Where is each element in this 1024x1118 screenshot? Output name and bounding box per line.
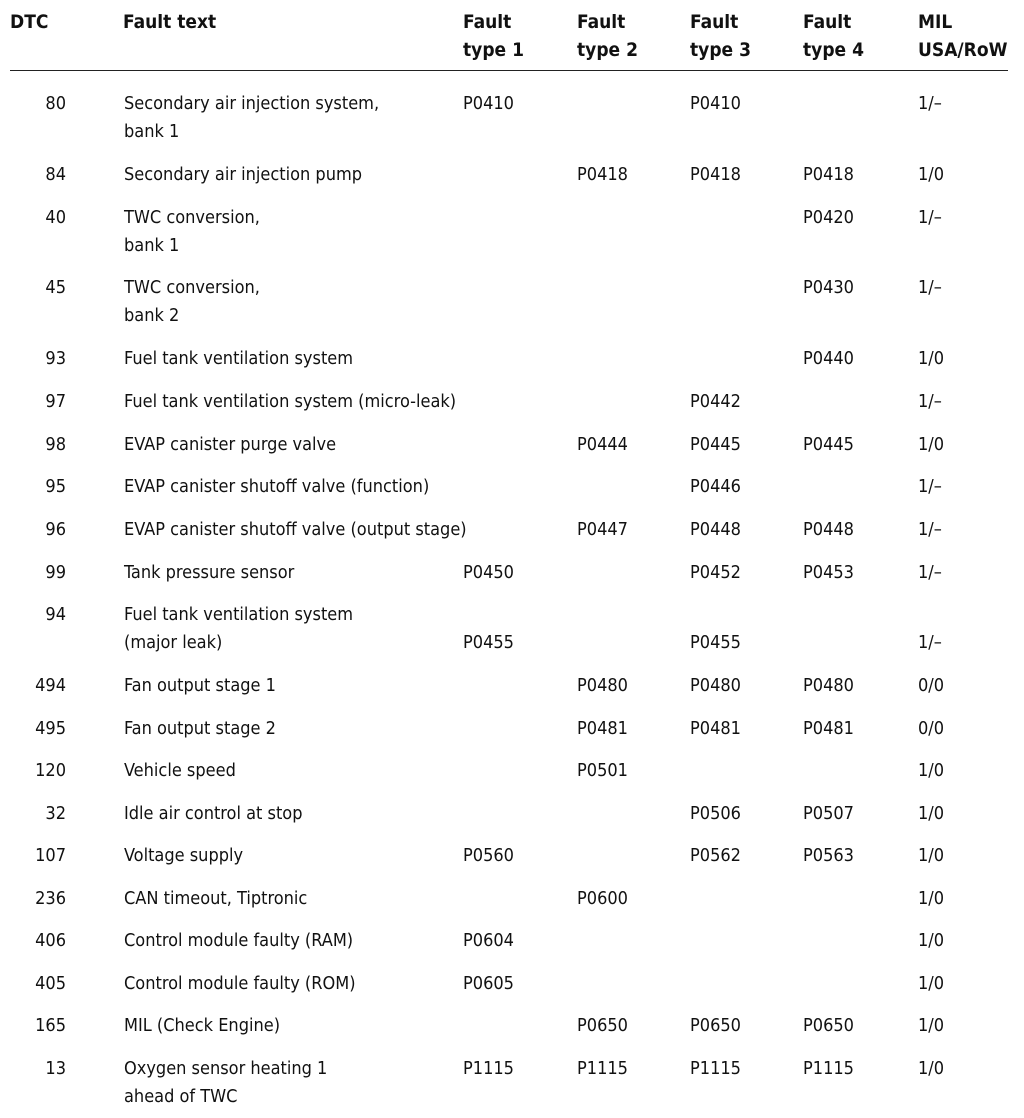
fault-type-4-cell: P0507 — [803, 803, 854, 824]
fault-type-3-cell: P0650 — [690, 1015, 741, 1036]
mil-cell: 1/0 — [918, 930, 945, 951]
fault-type-1-cell: P0455 — [463, 632, 514, 653]
fault-text-cell: Vehicle speed — [124, 760, 236, 781]
table-header — [0, 8, 1024, 70]
dtc-cell: 97 — [45, 391, 66, 412]
dtc-cell: 80 — [45, 93, 66, 114]
header-fault-text: Fault text — [123, 11, 217, 33]
fault-text-cell: Secondary air injection pump — [124, 164, 363, 185]
mil-cell: 1/0 — [918, 803, 945, 824]
mil-cell: 1/0 — [918, 164, 945, 185]
fault-text-cell: Fuel tank ventilation system (major leak) — [124, 604, 354, 653]
fault-text-cell: CAN timeout, Tiptronic — [124, 888, 308, 909]
dtc-cell: 165 — [35, 1015, 66, 1036]
mil-cell: 1/0 — [918, 1058, 945, 1079]
mil-cell: 1/– — [918, 93, 942, 114]
dtc-cell: 120 — [35, 760, 66, 781]
fault-type-3-cell: P0445 — [690, 434, 741, 455]
header-mil: MIL USA/RoW — [918, 11, 1008, 61]
fault-type-4-cell: P0430 — [803, 277, 854, 298]
mil-cell: 1/– — [918, 207, 942, 228]
dtc-cell: 96 — [45, 519, 66, 540]
fault-text-cell: Control module faulty (RAM) — [124, 930, 354, 951]
dtc-cell: 405 — [35, 973, 66, 994]
fault-type-3-cell: P0506 — [690, 803, 741, 824]
fault-type-2-cell: P1115 — [577, 1058, 628, 1079]
fault-type-3-cell: P0480 — [690, 675, 741, 696]
fault-type-3-cell: P0455 — [690, 632, 741, 653]
fault-text-cell: Idle air control at stop — [124, 803, 303, 824]
dtc-cell: 84 — [45, 164, 66, 185]
dtc-cell: 95 — [45, 476, 66, 497]
fault-type-2-cell: P0501 — [577, 760, 628, 781]
dtc-cell: 107 — [35, 845, 66, 866]
fault-text-cell: Oxygen sensor heating 1 ahead of TWC — [124, 1058, 328, 1107]
dtc-cell: 495 — [35, 718, 66, 739]
fault-type-3-cell: P0442 — [690, 391, 741, 412]
dtc-cell: 99 — [45, 562, 66, 583]
fault-type-1-cell: P0604 — [463, 930, 514, 951]
mil-cell: 1/– — [918, 562, 942, 583]
fault-type-2-cell: P0600 — [577, 888, 628, 909]
fault-text-cell: TWC conversion, bank 1 — [124, 207, 260, 256]
fault-text-cell: Voltage supply — [124, 845, 244, 866]
dtc-cell: 13 — [45, 1058, 66, 1079]
fault-text-cell: Secondary air injection system, bank 1 — [124, 93, 380, 142]
dtc-cell: 93 — [45, 348, 66, 369]
fault-type-2-cell: P0418 — [577, 164, 628, 185]
fault-type-2-cell: P0480 — [577, 675, 628, 696]
fault-type-4-cell: P0563 — [803, 845, 854, 866]
mil-cell: 1/0 — [918, 760, 945, 781]
fault-type-3-cell: P0418 — [690, 164, 741, 185]
mil-cell: 1/– — [918, 519, 942, 540]
header-fault-type-1: Fault type 1 — [463, 11, 524, 61]
fault-type-2-cell: P0481 — [577, 718, 628, 739]
fault-type-4-cell: P0480 — [803, 675, 854, 696]
fault-text-cell: EVAP canister shutoff valve (function) — [124, 476, 430, 497]
fault-type-4-cell: P0650 — [803, 1015, 854, 1036]
fault-type-4-cell: P0445 — [803, 434, 854, 455]
fault-type-3-cell: P0452 — [690, 562, 741, 583]
fault-type-1-cell: P0450 — [463, 562, 514, 583]
mil-cell: 1/– — [918, 476, 942, 497]
fault-text-cell: Fan output stage 1 — [124, 675, 276, 696]
fault-text-cell: Fuel tank ventilation system — [124, 348, 354, 369]
fault-type-2-cell: P0447 — [577, 519, 628, 540]
fault-type-4-cell: P0448 — [803, 519, 854, 540]
fault-text-cell: TWC conversion, bank 2 — [124, 277, 260, 326]
fault-type-4-cell: P0453 — [803, 562, 854, 583]
dtc-cell: 406 — [35, 930, 66, 951]
mil-cell: 1/– — [918, 277, 942, 298]
dtc-cell: 94 — [45, 604, 66, 625]
header-fault-type-4: Fault type 4 — [803, 11, 864, 61]
fault-text-cell: Tank pressure sensor — [124, 562, 295, 583]
fault-type-4-cell: P0481 — [803, 718, 854, 739]
dtc-cell: 236 — [35, 888, 66, 909]
dtc-cell: 32 — [45, 803, 66, 824]
mil-cell: 0/0 — [918, 675, 945, 696]
fault-type-3-cell: P0562 — [690, 845, 741, 866]
mil-cell: 1/– — [918, 632, 942, 653]
fault-text-cell: EVAP canister shutoff valve (output stage) — [124, 519, 467, 540]
fault-text-cell: Control module faulty (ROM) — [124, 973, 356, 994]
mil-cell: 1/0 — [918, 1015, 945, 1036]
fault-type-1-cell: P0560 — [463, 845, 514, 866]
mil-cell: 1/0 — [918, 888, 945, 909]
fault-type-3-cell: P0448 — [690, 519, 741, 540]
fault-type-2-cell: P0650 — [577, 1015, 628, 1036]
mil-cell: 1/– — [918, 391, 942, 412]
mil-cell: 1/0 — [918, 348, 945, 369]
header-divider — [10, 70, 1008, 71]
dtc-cell: 40 — [45, 207, 66, 228]
fault-text-cell: EVAP canister purge valve — [124, 434, 337, 455]
fault-type-4-cell: P1115 — [803, 1058, 854, 1079]
fault-type-1-cell: P0410 — [463, 93, 514, 114]
mil-cell: 1/0 — [918, 845, 945, 866]
fault-type-2-cell: P0444 — [577, 434, 628, 455]
header-dtc: DTC — [10, 11, 49, 33]
fault-text-cell: MIL (Check Engine) — [124, 1015, 281, 1036]
dtc-cell: 45 — [45, 277, 66, 298]
fault-text-cell: Fuel tank ventilation system (micro-leak) — [124, 391, 457, 412]
fault-type-4-cell: P0440 — [803, 348, 854, 369]
fault-type-3-cell: P0446 — [690, 476, 741, 497]
fault-text-cell: Fan output stage 2 — [124, 718, 276, 739]
mil-cell: 0/0 — [918, 718, 945, 739]
fault-type-3-cell: P0481 — [690, 718, 741, 739]
dtc-cell: 98 — [45, 434, 66, 455]
fault-type-4-cell: P0420 — [803, 207, 854, 228]
fault-type-1-cell: P1115 — [463, 1058, 514, 1079]
fault-type-3-cell: P0410 — [690, 93, 741, 114]
mil-cell: 1/0 — [918, 973, 945, 994]
fault-type-1-cell: P0605 — [463, 973, 514, 994]
header-fault-type-2: Fault type 2 — [577, 11, 638, 61]
dtc-cell: 494 — [35, 675, 66, 696]
fault-type-4-cell: P0418 — [803, 164, 854, 185]
header-fault-type-3: Fault type 3 — [690, 11, 751, 61]
fault-type-3-cell: P1115 — [690, 1058, 741, 1079]
mil-cell: 1/0 — [918, 434, 945, 455]
